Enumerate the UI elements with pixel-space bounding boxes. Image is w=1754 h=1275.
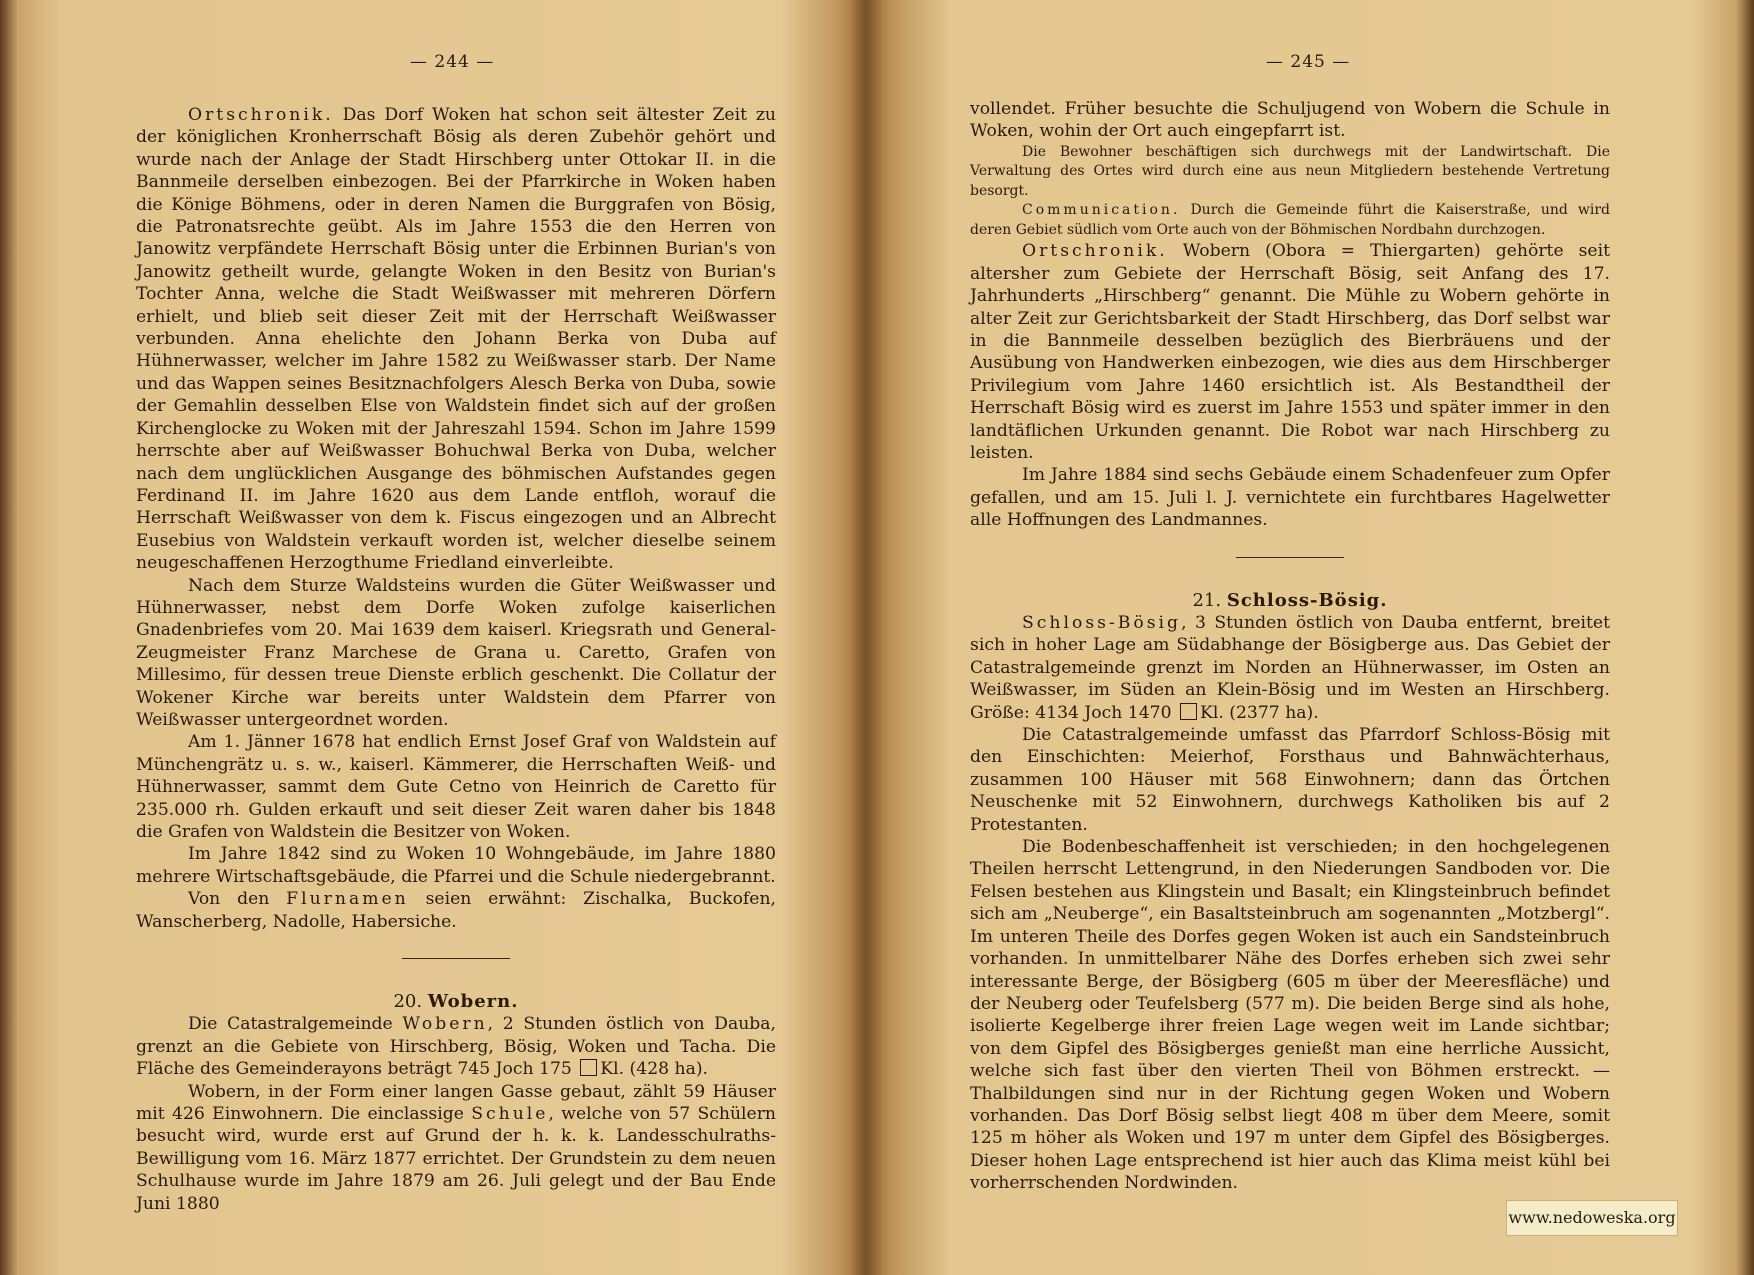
paragraph bbox=[970, 724, 1610, 836]
paragraph-text: , 2 Stunden östlich von Dauba, grenzt an die Gebiete von Hirschberg, Bösig, Woken und Tacha. Die Fläche des Gemeinderayons beträgt 745 Joch 175 bbox=[136, 1014, 776, 1080]
paragraph bbox=[970, 240, 1610, 464]
page-number: — 245 — bbox=[1266, 52, 1351, 72]
paragraph bbox=[136, 731, 776, 843]
spaced-term: Ortschronik. bbox=[188, 105, 334, 125]
watermark-label[interactable]: www.nedoweska.org bbox=[1506, 1200, 1678, 1236]
paragraph-text: Die Bodenbeschaffenheit ist verschieden; in den hochgelegenen Theilen herrscht Lettengrund, in den Niederungen Sandboden vor. Die Felsen bestehen aus Klingstein und Basalt; ein Klingsteinbruch befindet sich am „Neuberge“, ein Basaltsteinbruch am sogenannten „Motzbergl“. Im unteren Theile des Dorfes gegen Woken ist auch ein Sandsteinbruch vorhanden. In unmittelbarer Nähe des Dorfes erheben sich zwei sehr interessante Berge, der Bösigberg (605 m über der Meeresfläche) und der Neuberg oder Teufelsberg (577 m). Die beiden Berge sind als hohe, isolierte Kegelberge ihrer freien Lage wegen weit im Lande sichtbar; von dem Gipfel des Bösigberges genießt man eine herrliche Aussicht, welche sich fast über den vierten Theil von Böhmen erstreckt. — Thalbildungen sind nur in der Richtung gegen Woken und Wobern vorhanden. Das Dorf Bösig selbst liegt 408 m über dem Meere, somit 125 m höher als Woken und 197 m unter dem Gipfel des Bösigberges. Dieser hohen Lage entsprechend ist hier auch das Klima meist kühl bei vorherrschenden Nordwinden. bbox=[970, 837, 1610, 1194]
paragraph-text: Am 1. Jänner 1678 hat endlich Ernst Josef Graf von Waldstein auf Münchengrätz u. s. w., kaiserl. Kämmerer, die Herrschaften Weiß- und Hühnerwasser, sammt dem Gute Cetno von Heinrich de Caretto für 235.000 rh. Gulden erkauft und seit dieser Zeit waren daher bis 1848 die Grafen von Waldstein die Besitzer von Woken. bbox=[136, 732, 776, 842]
spaced-term: Wobern bbox=[402, 1014, 488, 1035]
section-title: Schloss-Bösig. bbox=[1226, 589, 1388, 611]
paragraph bbox=[970, 464, 1610, 531]
section-number: 21. bbox=[1192, 589, 1222, 611]
paragraph bbox=[136, 843, 776, 888]
small-paragraph bbox=[970, 143, 1610, 202]
section-divider bbox=[1236, 557, 1344, 558]
paragraph-text: Die Bewohner beschäftigen sich durchwegs mit der Landwirtschaft. Die Verwaltung des Ortes wird durch eine aus neun Mitgliedern bestehende Vertretung besorgt. bbox=[970, 143, 1610, 199]
spaced-term: Communication. bbox=[1022, 202, 1181, 219]
paragraph-text: Die Catastralgemeinde umfasst das Pfarrdorf Schloss-Bösig mit den Einschichten: Meierhof, Forsthaus und Bahnwächterhaus, zusammen 100 Häuser mit 568 Einwohnern; dann das Örtchen Neuschenke mit 52 Einwohnern, durchwegs Katholiken bis auf 2 Protestanten. bbox=[970, 725, 1610, 835]
spaced-term: Schloss-Bösig bbox=[1022, 613, 1182, 633]
paragraph bbox=[136, 1013, 776, 1080]
paragraph-text: Das Dorf Woken hat schon seit ältester Zeit zu der königlichen Kronherrschaft Bösig als deren Zubehör gehört und wurde nach der Anlage der Stadt Hirschberg unter Ottokar II. in die Bannmeile derselben einbezogen. Bei der Pfarrkirche in Woken haben die Könige Böhmens, oder in deren Namen die Burggrafen von Bösig, die Patronatsrechte geübt. Als im Jahre 1553 die den Herren von Janowitz verpfändete Herrschaft Bösig unter die Erbinnen Burian's von Janowitz getheilt wurde, gelangte Woken in den Besitz von Burian's Tochter Anna, welche die Stadt Weißwasser mit mehreren Dörfern erhielt, und blieb seit dieser Zeit mit der Herrschaft Weißwasser verbunden. Anna ehelichte den Johann Berka von Duba auf Hühnerwasser, welcher im Jahre 1582 zu Weißwasser starb. Der Name und das Wappen seines Besitznachfolgers Alesch Berka von Duba, sowie der Gemahlin desselben Else von Waldstein findet sich auf der großen Kirchenglocke zu Woken mit der Jahreszahl 1594. Schon im Jahre 1599 herrschte aber auf Weißwasser Bohuchwal Berka von Duba, welcher nach dem unglücklichen Ausgange des böhmischen Aufstandes gegen Ferdinand II. im Jahre 1620 aus dem Lande entfloh, worauf die Herrschaft Weißwasser von dem k. Fiscus eingezogen und an Albrecht Eusebius von Waldstein verkauft worden ist, welcher dieselbe seinem neugeschaffenen Herzogthume Friedland einverleibte. bbox=[136, 105, 776, 574]
section-heading bbox=[136, 991, 776, 1013]
paragraph-text: Nach dem Sturze Waldsteins wurden die Güter Weißwasser und Hühnerwasser, nebst dem Dorfe Woken zufolge kaiserlichen Gnadenbriefes vom 20. Mai 1639 dem kaiserl. Kriegsrath und General-Zeugmeister Franz Marchese de Grana u. Caretto, Grafen von Millesimo, für dessen treue Dienste erblich geschenkt. Die Collatur der Wokener Kirche war bereits unter Waldstein dem Pfarrer von Weißwasser untergeordnet worden. bbox=[136, 575, 776, 730]
paragraph-text: Im Jahre 1842 sind zu Woken 10 Wohngebäude, im Jahre 1880 mehrere Wirtschaftsgebäude, die Pfarrei und die Schule niedergebrannt. bbox=[136, 844, 776, 887]
paragraph bbox=[970, 836, 1610, 1195]
paragraph-text: seien erwähnt: Zischalka, Buckofen, Wanscherberg, Nadolle, Habersiche. bbox=[136, 889, 776, 932]
paragraph bbox=[136, 888, 776, 933]
right-page bbox=[866, 0, 1754, 1275]
paragraph bbox=[970, 98, 1610, 143]
paragraph-text: , welche von 57 Schülern besucht wird, wurde erst auf Grund der h. k. k. Landesschulraths-Bewilligung vom 16. März 1877 errichtet. Der Grundstein zu dem neuen Schulhause wurde im Jahre 1879 am 26. Juli gelegt und der Bau Ende Juni 1880 bbox=[136, 1104, 776, 1214]
page-number: — 244 — bbox=[410, 52, 495, 72]
section-divider bbox=[402, 958, 510, 959]
paragraph bbox=[136, 575, 776, 732]
section-heading bbox=[970, 590, 1610, 612]
paragraph-text: Wobern (Obora = Thiergarten) gehörte seit altersher zum Gebiete der Herrschaft Bösig, seit Anfang des 17. Jahrhunderts „Hirschberg“ genannt. Die Mühle zu Wobern gehörte in alter Zeit zur Gerichtsbarkeit der Stadt Hirschberg, das Dorf selbst war in die Bannmeile desselben bezüglich des Bierbräuens und der Ausübung von Handwerken einbezogen, wie dies aus dem Hirschberger Privilegium vom Jahre 1460 ersichtlich ist. Als Bestandtheil der Herrschaft Bösig wird es zuerst im Jahre 1553 und später immer in den landtäflichen Urkunden genannt. Die Robot war nach Hirschberg zu leisten. bbox=[970, 241, 1610, 463]
paragraph bbox=[136, 1081, 776, 1215]
paragraph-text: Die Catastralgemeinde bbox=[188, 1014, 403, 1035]
square-symbol-icon bbox=[580, 1059, 597, 1076]
paragraph-text: Im Jahre 1884 sind sechs Gebäude einem Schadenfeuer zum Opfer gefallen, und am 15. Juli l. J. vernichtete ein furchtbares Hagelwetter alle Hoffnungen des Landmannes. bbox=[970, 465, 1610, 531]
square-symbol-icon bbox=[1180, 703, 1197, 720]
paragraph-text: Kl. (2377 ha). bbox=[1200, 702, 1319, 723]
section-number: 20. bbox=[393, 991, 423, 1013]
spaced-term: Schule bbox=[471, 1104, 549, 1125]
paragraph-text: Wobern, in der Form einer langen Gasse gebaut, zählt 59 Häuser mit 426 Einwohnern. Die einclassige bbox=[136, 1081, 776, 1125]
paragraph-text: vollendet. Früher besuchte die Schuljugend von Wobern die Schule in Woken, wohin der Ort auch eingepfarrt ist. bbox=[970, 99, 1610, 142]
paragraph-text: , 3 Stunden östlich von Dauba entfernt, breitet sich in hoher Lage am Südabhange der Bösigberge aus. Das Gebiet der Catastralgemeinde grenzt im Norden an Hühnerwasser, im Osten an Weißwasser, im Süden an Klein-Bösig und im Westen an Hirschberg. Größe: 4134 Joch 1470 bbox=[970, 613, 1610, 723]
paragraph bbox=[970, 612, 1610, 724]
spaced-term: Flurnamen bbox=[286, 889, 409, 910]
section-title: Wobern. bbox=[427, 991, 519, 1013]
paragraph-text: Von den bbox=[188, 889, 287, 910]
small-paragraph bbox=[970, 201, 1610, 240]
left-page bbox=[0, 0, 866, 1275]
paragraph-text: Kl. (428 ha). bbox=[600, 1059, 709, 1080]
left-page-text bbox=[136, 104, 776, 1215]
right-page-text bbox=[970, 98, 1610, 1195]
paragraph bbox=[136, 104, 776, 575]
spaced-term: Ortschronik. bbox=[1022, 241, 1168, 262]
paragraph-text: Durch die Gemeinde führt die Kaiserstraße, und wird deren Gebiet südlich vom Orte auch von der Böhmischen Nordbahn durchzogen. bbox=[970, 202, 1610, 238]
